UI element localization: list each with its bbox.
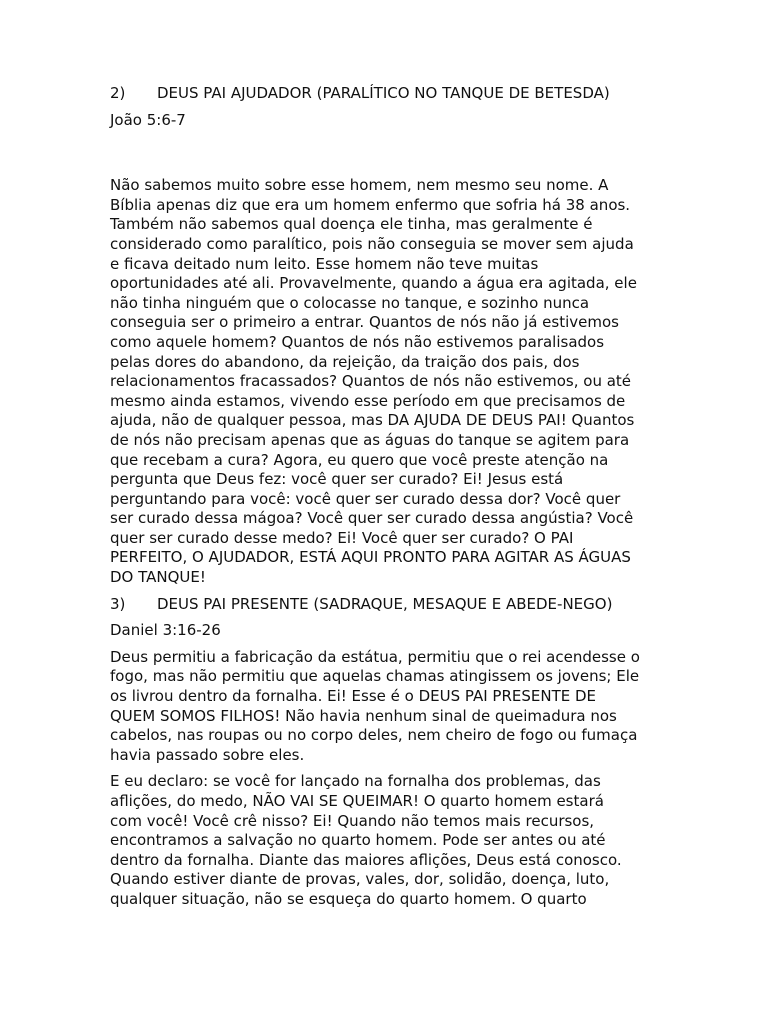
paragraph: E eu declaro: se você for lançado na fornalha dos problemas, das aflições, do medo, NÃO VAI SE QUEIMAR! O quarto homem estará com você! Você crê nisso? Ei! Quando não temos mais recursos, encontramos a salvação no quarto homem. Pode ser antes ou até dentro da fornalha. Diante das maiores aflições, Deus está conosco. Quando estiver diante de provas, vales, dor, solidão, doença, luto, qualquer situação, não se esqueça do quarto homem. O quarto [110,772,622,908]
bible-reference: João 5:6-7 [110,110,186,129]
paragraph: Deus permitiu a fabricação da estátua, permitiu que o rei acendesse o fogo, mas não permitiu que aquelas chamas atingissem os jovens; Ele os livrou dentro da fornalha. Ei! Esse é o DEUS PAI PRESENTE DE QUEM SOMOS FILHOS! Não havia nenhum sinal de queimadura nos cabelos, nas roupas ou no corpo deles, nem cheiro de fogo ou fumaça havia passado sobre eles. [110,647,640,764]
paragraph: Não sabemos muito sobre esse homem, nem mesmo seu nome. A Bíblia apenas diz que era um homem enfermo que sofria há 38 anos. Também não sabemos qual doença ele tinha, mas geralmente é considerado como paralítico, pois não conseguia se mover sem ajuda e ficava deitado num leito. Esse homem não teve muitas oportunidades até ali. Provavelmente, quando a água era agitada, ele não tinha ninguém que o colocasse no tanque, e sozinho nunca conseguia ser o primeiro a entrar. Quantos de nós não já estivemos como aquele homem? Quantos de nós não estivemos paralisados pelas dores do abandono, da rejeição, da traição dos pais, dos relacionamentos fracassados? Quantos de nós não estivemos, ou até mesmo ainda estamos, vivendo esse período em que precisamos de ajuda, não de qualquer pessoa, mas DA AJUDA DE DEUS PAI! Quantos de nós não precisam apenas que as águas do tanque se agitem para que recebam a cura? Agora, eu quero que você preste atenção na pergunta que Deus fez: você quer ser curado? Ei! Jesus está perguntando para você: você quer ser curado dessa dor? Você quer ser curado dessa mágoa? Você quer ser curado dessa angústia? Você quer ser curado desse medo? Ei! Você quer ser curado? O PAI PERFEITO, O AJUDADOR, ESTÁ AQUI PRONTO PARA AGITAR AS ÁGUAS DO TANQUE! [110,176,637,587]
section-number: 2) [110,84,126,102]
section-number: 3) [110,594,126,613]
bible-reference: Daniel 3:16-26 [110,621,221,640]
section-title: DEUS PAI PRESENTE (SADRAQUE, MESAQUE E ABEDE-NEGO) [157,594,613,613]
section-heading [110,595,662,615]
section-heading [110,84,662,104]
section-title: DEUS PAI AJUDADOR (PARALÍTICO NO TANQUE DE BETESDA) [157,84,610,102]
document-page [110,84,662,917]
